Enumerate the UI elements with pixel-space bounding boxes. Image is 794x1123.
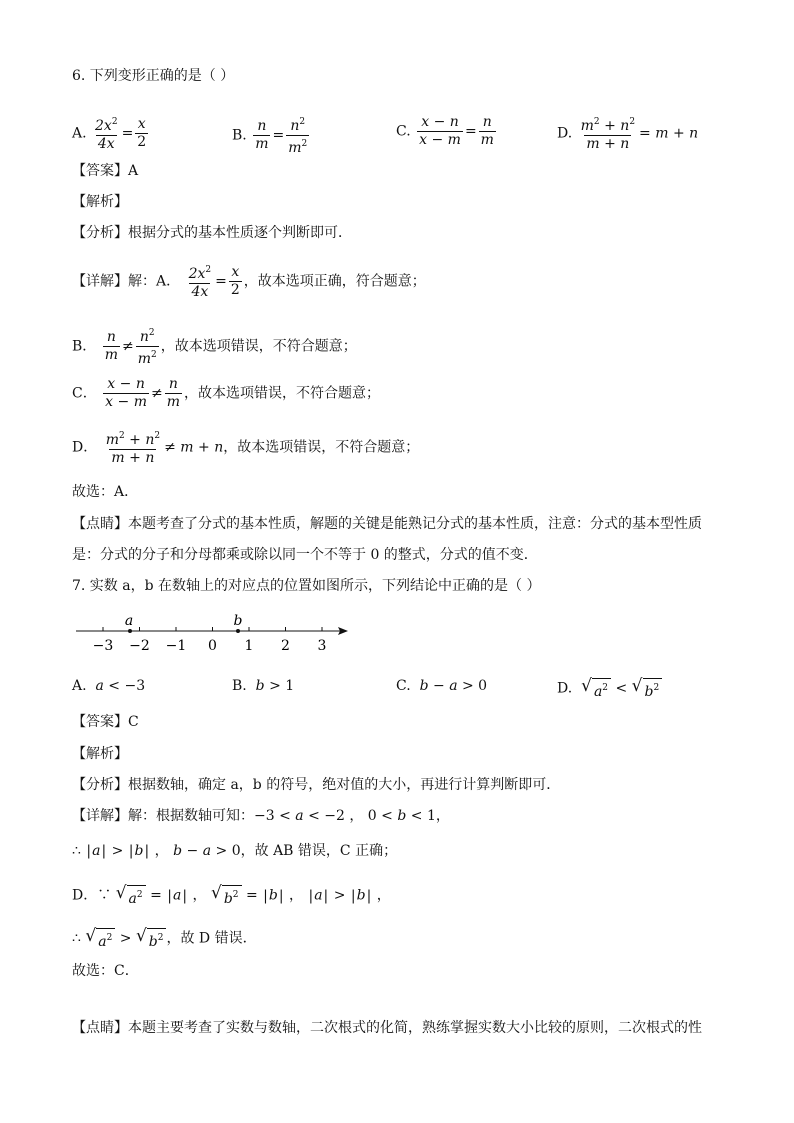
q6-option-a-label: A. (72, 125, 87, 142)
fraction: $\frac{n}{m}$ (480, 114, 494, 148)
tick-label: 0 (208, 638, 217, 654)
sqrt: √ $b^2$ (136, 926, 167, 951)
fraction: $\frac{x - n}{x - m}$ (105, 376, 147, 410)
q6-option-c[interactable]: C. $\frac{x - n}{x - m}$ = $\frac{n}{m}$ (396, 114, 494, 148)
fraction: $\frac{m^2 + n^2}{m + n}$ (105, 431, 161, 466)
sqrt: √ $a^2$ (116, 883, 146, 908)
fraction: $\frac{x}{2}$ (137, 116, 147, 150)
q7-analysis-head: 【解析】 (72, 746, 128, 762)
fraction: $\frac{n^2}{m^2}$ (288, 117, 308, 156)
q6-analysis-head: 【解析】 (72, 194, 128, 210)
q6-detail-b: B． $\frac{n}{m}$ ≠ $\frac{n^2}{m^2}$ ，故本选项错误，不符合题意； (72, 325, 357, 368)
detail-b-label: B． (72, 338, 97, 355)
fraction: $\frac{x}{2}$ (230, 264, 240, 298)
tick-label: 2 (281, 638, 290, 654)
q6-stem: 6. 下列变形正确的是（ ） (72, 68, 235, 84)
point-a-label: a (124, 613, 134, 629)
q7-option-a[interactable]: A. a < −3 (72, 678, 146, 694)
q6-detail-d: D． $\frac{m^2 + n^2}{m + n}$ ≠ m + n，故本选项错误，不符合题意； (72, 428, 419, 467)
tick-label: −3 (92, 638, 114, 654)
detail-lead: 【详解】解：根据数轴可知： (72, 808, 254, 824)
q6-comment-2: 是：分式的分子和分母都乘或除以同一个不等于 0 的整式，分式的值不变． (72, 547, 538, 563)
fraction: $\frac{n}{m}$ (255, 118, 269, 152)
q7-option-c[interactable]: C. b − a > 0 (396, 678, 488, 694)
sqrt: √ $a^2$ (581, 676, 611, 701)
therefore-tail: ，故 AB 错误，C 正确； (240, 843, 398, 859)
q6-detail-c: C． $\frac{x - n}{x - m}$ ≠ $\frac{n}{m}$ ，故本选项错误，不符合题意； (72, 376, 380, 410)
point-b (236, 629, 240, 633)
q6-option-b[interactable]: B. $\frac{n}{m}$ = $\frac{n^2}{m^2}$ (232, 114, 311, 157)
q7-choose: 故选：C． (72, 963, 139, 979)
q7-fenxi: 【分析】根据数轴，确定 a，b 的符号，绝对值的大小，再进行计算判断即可． (72, 777, 561, 793)
q6-option-a[interactable]: A. $\frac{2x^2}{4x}$ = $\frac{x}{2}$ (72, 116, 147, 152)
q7-option-a-label: A. (72, 678, 87, 694)
q6-option-c-label: C. (396, 123, 411, 140)
detail-c-label: C． (72, 385, 97, 402)
point-b-label: b (233, 613, 243, 629)
q7-option-b-label: B. (232, 678, 247, 694)
sqrt: √ $b^2$ (632, 676, 663, 701)
q6-choose: 故选：A． (72, 484, 139, 500)
q7-option-d-label: D. (557, 680, 573, 697)
q7-option-c-label: C. (396, 678, 411, 694)
q6-option-b-label: B. (232, 127, 247, 144)
detail-tail: ， (435, 808, 450, 824)
fraction: $\frac{2x^2}{4x}$ (95, 117, 118, 152)
fraction: $\frac{x - n}{x - m}$ (419, 114, 461, 148)
q6-comment-1: 【点睛】本题考查了分式的基本性质，解题的关键是能熟记分式的基本性质，注意：分式的基本型性质 (72, 516, 702, 532)
q7-comment-1: 【点睛】本题主要考查了实数与数轴，二次根式的化简，熟练掌握实数大小比较的原则，二次根式的性 (72, 1020, 702, 1036)
q7-therefore-1: ∴ | a | > | b | ， b − a > 0，故 AB 错误，C 正确； (72, 841, 397, 861)
q6-answer: 【答案】A (72, 163, 139, 179)
fraction: $\frac{n^2}{m^2}$ (137, 328, 157, 367)
d-lead: D．∵ (72, 887, 112, 904)
number-line (72, 608, 362, 658)
fraction: $\frac{n}{m}$ (166, 376, 180, 410)
q7-therefore-2: ∴ √ $a^2$ > √ $b^2$ ，故 D 错误． (72, 926, 257, 950)
detail-lead: 【详解】解：A． (72, 273, 181, 290)
tick-label: 3 (317, 638, 327, 654)
detail-a-text: ，故本选项正确，符合题意； (243, 273, 426, 290)
q6-fenxi: 【分析】根据分式的基本性质逐个判断即可． (72, 225, 352, 241)
q6-option-d-label: D. (557, 125, 573, 142)
fraction: $\frac{2x^2}{4x}$ (188, 265, 212, 300)
fraction: $\frac{n}{m}$ (104, 329, 119, 363)
tick-label: −2 (129, 638, 150, 654)
detail-c-text: ，故本选项错误，不符合题意； (184, 385, 380, 402)
detail-d-label: D． (72, 439, 98, 456)
tick-label: 1 (244, 638, 254, 654)
q7-detail: 【详解】解：根据数轴可知：−3 < a < −2 ， 0 < b < 1， (72, 808, 450, 824)
sqrt: √ $a^2$ (85, 926, 115, 951)
q7-detail-d: D．∵ √ $a^2$ = | a | ， √ $b^2$ = | b | ， | a | > | b | ， (72, 883, 391, 908)
q7-stem: 7. 实数 a，b 在数轴上的对应点的位置如图所示，下列结论中正确的是（ ） (72, 578, 541, 594)
point-a (128, 629, 132, 633)
therefore2-tail: ，故 D 错误． (166, 930, 257, 947)
q6-detail-a: 【详解】解：A． $\frac{2x^2}{4x}$ = $\frac{x}{2}$ ，故本选项正确，符合题意； (72, 264, 426, 300)
detail-b-text: ，故本选项错误，不符合题意； (160, 338, 357, 355)
q6-option-d[interactable]: D. $\frac{m^2 + n^2}{m + n}$ = m + n (557, 114, 698, 153)
q7-option-d[interactable]: D. √ $a^2$ < √ $b^2$ (557, 676, 662, 701)
fraction: $\frac{m^2 + n^2}{m + n}$ (580, 117, 636, 152)
tick-label: −1 (165, 638, 187, 654)
detail-d-text: ，故本选项错误，不符合题意； (223, 439, 420, 456)
q7-answer: 【答案】C (72, 714, 139, 730)
q7-option-b[interactable]: B. b > 1 (232, 678, 295, 694)
sqrt: √ $b^2$ (211, 883, 242, 908)
